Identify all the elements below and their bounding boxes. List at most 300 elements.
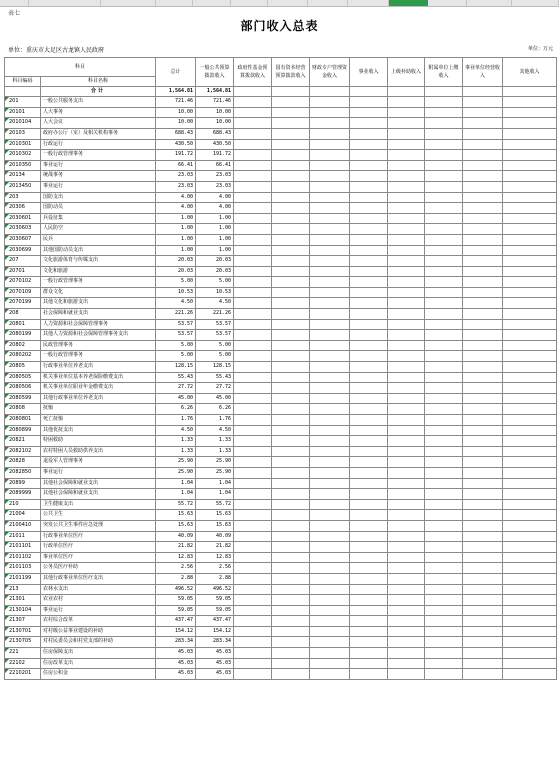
empty-cell bbox=[234, 499, 272, 510]
empty-cell bbox=[234, 626, 272, 637]
empty-cell bbox=[463, 446, 503, 457]
empty-cell bbox=[425, 234, 463, 245]
selected-column-indicator[interactable] bbox=[389, 0, 428, 6]
empty-cell bbox=[388, 436, 425, 447]
row-general-budget: 66.41 bbox=[196, 160, 234, 171]
empty-cell bbox=[425, 489, 463, 500]
empty-cell bbox=[234, 648, 272, 659]
subject-group-header: 科目 bbox=[5, 58, 156, 77]
empty-cell bbox=[463, 372, 503, 383]
row-general-budget: 1.33 bbox=[196, 436, 234, 447]
empty-cell bbox=[272, 531, 310, 542]
empty-cell bbox=[425, 203, 463, 214]
empty-cell bbox=[350, 330, 388, 341]
row-code: 2080199 bbox=[5, 330, 41, 341]
row-code: 2010301 bbox=[5, 139, 41, 150]
row-total: 15.63 bbox=[156, 520, 196, 531]
empty-cell bbox=[425, 287, 463, 298]
empty-cell bbox=[272, 669, 310, 680]
empty-cell bbox=[272, 415, 310, 426]
empty-cell bbox=[350, 637, 388, 648]
empty-cell bbox=[425, 415, 463, 426]
row-general-budget: 15.63 bbox=[196, 510, 234, 521]
row-general-budget: 721.46 bbox=[196, 97, 234, 108]
empty-cell bbox=[463, 637, 503, 648]
row-name: 国防动员 bbox=[41, 203, 156, 214]
table-row bbox=[5, 415, 557, 426]
row-name: 事业运行 bbox=[41, 181, 156, 192]
empty-cell bbox=[350, 489, 388, 500]
empty-cell bbox=[350, 383, 388, 394]
empty-cell bbox=[310, 520, 350, 531]
row-total: 15.63 bbox=[156, 510, 196, 521]
fiscal-account-header: 财政专户管理资金收入 bbox=[310, 58, 350, 87]
empty-cell bbox=[425, 626, 463, 637]
empty-cell bbox=[388, 160, 425, 171]
empty-cell bbox=[503, 531, 557, 542]
empty-cell bbox=[503, 584, 557, 595]
empty-cell bbox=[388, 118, 425, 129]
empty-cell bbox=[234, 520, 272, 531]
empty-cell bbox=[234, 467, 272, 478]
row-code: 2030601 bbox=[5, 213, 41, 224]
row-name: 住房改革支出 bbox=[41, 658, 156, 669]
row-general-budget: 1.04 bbox=[196, 489, 234, 500]
state-capital-header: 国有资本经营预算拨款收入 bbox=[272, 58, 310, 87]
empty-cell bbox=[272, 372, 310, 383]
empty-cell bbox=[350, 319, 388, 330]
empty-cell bbox=[350, 150, 388, 161]
empty-cell bbox=[425, 150, 463, 161]
empty-cell bbox=[310, 563, 350, 574]
row-name: 农村特困人员救助供养支出 bbox=[41, 446, 156, 457]
row-total: 688.43 bbox=[156, 128, 196, 139]
empty-cell bbox=[388, 605, 425, 616]
row-name: 群众文化 bbox=[41, 287, 156, 298]
table-row bbox=[5, 626, 557, 637]
empty-cell bbox=[234, 605, 272, 616]
empty-cell bbox=[272, 277, 310, 288]
empty-cell bbox=[463, 266, 503, 277]
row-name: 政府办公厅（室）及相关机构事务 bbox=[41, 128, 156, 139]
row-general-budget: 55.43 bbox=[196, 372, 234, 383]
empty-cell bbox=[272, 605, 310, 616]
empty-cell bbox=[503, 181, 557, 192]
row-name: 其他社会保障和就业支出 bbox=[41, 478, 156, 489]
empty-cell bbox=[463, 552, 503, 563]
empty-cell bbox=[425, 362, 463, 373]
empty-cell bbox=[503, 415, 557, 426]
empty-cell bbox=[350, 224, 388, 235]
empty-cell bbox=[425, 319, 463, 330]
empty-cell bbox=[272, 266, 310, 277]
empty-cell bbox=[310, 478, 350, 489]
empty-cell bbox=[425, 499, 463, 510]
empty-cell bbox=[463, 362, 503, 373]
row-general-budget: 1.04 bbox=[196, 478, 234, 489]
empty-cell bbox=[388, 128, 425, 139]
empty-cell bbox=[350, 192, 388, 203]
empty-cell bbox=[388, 245, 425, 256]
empty-cell bbox=[272, 658, 310, 669]
row-general-budget: 496.52 bbox=[196, 584, 234, 595]
row-name: 农林水支出 bbox=[41, 584, 156, 595]
empty-cell bbox=[388, 510, 425, 521]
empty-cell bbox=[503, 457, 557, 468]
empty-cell bbox=[272, 648, 310, 659]
empty-cell bbox=[234, 234, 272, 245]
row-total: 25.90 bbox=[156, 467, 196, 478]
empty-cell bbox=[503, 425, 557, 436]
empty-cell bbox=[350, 404, 388, 415]
empty-cell bbox=[272, 626, 310, 637]
table-row bbox=[5, 542, 557, 553]
empty-cell bbox=[425, 224, 463, 235]
empty-cell bbox=[272, 436, 310, 447]
empty-cell bbox=[350, 584, 388, 595]
empty-cell bbox=[425, 245, 463, 256]
empty-cell bbox=[234, 669, 272, 680]
empty-cell bbox=[272, 478, 310, 489]
empty-cell bbox=[272, 139, 310, 150]
table-row bbox=[5, 648, 557, 659]
row-code: 2030699 bbox=[5, 245, 41, 256]
row-code: 2100410 bbox=[5, 520, 41, 531]
empty-cell bbox=[388, 97, 425, 108]
empty-cell bbox=[425, 128, 463, 139]
row-code: 2089999 bbox=[5, 489, 41, 500]
empty-cell bbox=[310, 128, 350, 139]
row-general-budget: 4.00 bbox=[196, 203, 234, 214]
table-row bbox=[5, 150, 557, 161]
row-name: 行政事业单位养老支出 bbox=[41, 362, 156, 373]
empty-cell bbox=[350, 277, 388, 288]
empty-cell bbox=[463, 171, 503, 182]
empty-cell bbox=[234, 213, 272, 224]
row-name: 卫生健康支出 bbox=[41, 499, 156, 510]
empty-cell bbox=[388, 351, 425, 362]
empty-cell bbox=[503, 510, 557, 521]
empty-cell bbox=[503, 648, 557, 659]
empty-cell bbox=[310, 510, 350, 521]
table-row bbox=[5, 192, 557, 203]
empty-cell bbox=[234, 383, 272, 394]
row-total: 10.00 bbox=[156, 118, 196, 129]
empty-cell bbox=[350, 203, 388, 214]
row-name: 人大事务 bbox=[41, 107, 156, 118]
empty-cell bbox=[463, 383, 503, 394]
row-general-budget: 283.34 bbox=[196, 637, 234, 648]
empty-cell bbox=[388, 383, 425, 394]
empty-cell bbox=[388, 669, 425, 680]
table-row bbox=[5, 309, 557, 320]
empty-cell bbox=[350, 393, 388, 404]
empty-cell bbox=[388, 415, 425, 426]
row-name: 民兵 bbox=[41, 234, 156, 245]
row-code: 20101 bbox=[5, 107, 41, 118]
row-name: 统战事务 bbox=[41, 171, 156, 182]
empty-cell bbox=[310, 446, 350, 457]
row-total: 12.83 bbox=[156, 552, 196, 563]
empty-cell bbox=[350, 573, 388, 584]
empty-cell bbox=[503, 340, 557, 351]
empty-cell bbox=[272, 128, 310, 139]
row-total: 23.03 bbox=[156, 181, 196, 192]
row-general-budget: 1.00 bbox=[196, 245, 234, 256]
general-budget-header: 一般公共预算拨款收入 bbox=[196, 58, 234, 87]
row-total: 45.03 bbox=[156, 658, 196, 669]
empty-cell bbox=[503, 319, 557, 330]
empty-cell bbox=[272, 118, 310, 129]
row-name: 农业农村 bbox=[41, 595, 156, 606]
empty-cell bbox=[388, 277, 425, 288]
table-row bbox=[5, 139, 557, 150]
empty-cell bbox=[425, 616, 463, 627]
row-code: 2101102 bbox=[5, 552, 41, 563]
empty-cell bbox=[350, 425, 388, 436]
table-row bbox=[5, 669, 557, 680]
empty-cell bbox=[388, 658, 425, 669]
row-code: 2210201 bbox=[5, 669, 41, 680]
empty-cell bbox=[350, 658, 388, 669]
table-row bbox=[5, 658, 557, 669]
row-general-budget: 53.57 bbox=[196, 319, 234, 330]
empty-cell bbox=[234, 478, 272, 489]
empty-cell bbox=[310, 362, 350, 373]
empty-cell bbox=[463, 573, 503, 584]
empty-cell bbox=[350, 266, 388, 277]
row-name: 其他行政事业单位养老支出 bbox=[41, 393, 156, 404]
empty-cell bbox=[234, 150, 272, 161]
other-income-header: 其他收入 bbox=[503, 58, 557, 87]
empty-cell bbox=[388, 595, 425, 606]
row-code: 221 bbox=[5, 648, 41, 659]
empty-cell bbox=[310, 266, 350, 277]
empty-cell bbox=[503, 383, 557, 394]
empty-cell bbox=[272, 171, 310, 182]
empty-cell bbox=[388, 287, 425, 298]
empty-cell bbox=[503, 351, 557, 362]
row-code: 2080599 bbox=[5, 393, 41, 404]
empty-cell bbox=[234, 128, 272, 139]
empty-cell bbox=[310, 192, 350, 203]
empty-cell bbox=[388, 478, 425, 489]
empty-cell bbox=[503, 542, 557, 553]
row-code: 2130701 bbox=[5, 626, 41, 637]
empty-cell bbox=[463, 542, 503, 553]
empty-cell bbox=[388, 425, 425, 436]
empty-cell bbox=[425, 436, 463, 447]
row-name: 抚恤 bbox=[41, 404, 156, 415]
empty-cell bbox=[310, 605, 350, 616]
empty-cell bbox=[350, 552, 388, 563]
row-code: 20802 bbox=[5, 340, 41, 351]
empty-cell bbox=[350, 605, 388, 616]
row-code: 20103 bbox=[5, 128, 41, 139]
empty-cell bbox=[463, 150, 503, 161]
empty-cell bbox=[350, 128, 388, 139]
empty-cell bbox=[463, 616, 503, 627]
column-header-bar bbox=[0, 0, 559, 7]
empty-cell bbox=[425, 425, 463, 436]
empty-cell bbox=[388, 573, 425, 584]
empty-cell bbox=[310, 287, 350, 298]
empty-cell bbox=[463, 595, 503, 606]
empty-cell bbox=[234, 245, 272, 256]
row-general-budget: 10.53 bbox=[196, 287, 234, 298]
table-row bbox=[5, 584, 557, 595]
empty-cell bbox=[272, 213, 310, 224]
row-code: 2010104 bbox=[5, 118, 41, 129]
empty-cell bbox=[350, 256, 388, 267]
table-row bbox=[5, 266, 557, 277]
row-total: 5.00 bbox=[156, 351, 196, 362]
row-name: 退役军人管理事务 bbox=[41, 457, 156, 468]
empty-cell bbox=[463, 605, 503, 616]
empty-cell bbox=[388, 542, 425, 553]
row-code: 20805 bbox=[5, 362, 41, 373]
row-code: 2070199 bbox=[5, 298, 41, 309]
row-general-budget: 688.43 bbox=[196, 128, 234, 139]
row-general-budget: 15.63 bbox=[196, 520, 234, 531]
empty-cell bbox=[234, 287, 272, 298]
empty-cell bbox=[425, 277, 463, 288]
empty-cell bbox=[234, 425, 272, 436]
row-total: 283.34 bbox=[156, 637, 196, 648]
row-general-budget: 154.12 bbox=[196, 626, 234, 637]
empty-cell bbox=[388, 489, 425, 500]
empty-cell bbox=[310, 213, 350, 224]
row-total: 4.50 bbox=[156, 298, 196, 309]
row-general-budget: 59.05 bbox=[196, 595, 234, 606]
empty-cell bbox=[310, 298, 350, 309]
empty-cell bbox=[350, 616, 388, 627]
empty-cell bbox=[425, 457, 463, 468]
empty-cell bbox=[388, 648, 425, 659]
table-row bbox=[5, 446, 557, 457]
row-general-budget: 430.50 bbox=[196, 139, 234, 150]
empty-cell bbox=[310, 351, 350, 362]
empty-cell bbox=[503, 107, 557, 118]
empty-cell bbox=[463, 128, 503, 139]
empty-cell bbox=[388, 298, 425, 309]
empty-cell bbox=[234, 637, 272, 648]
empty-cell bbox=[272, 319, 310, 330]
empty-cell bbox=[503, 595, 557, 606]
table-row bbox=[5, 97, 557, 108]
empty-cell bbox=[310, 203, 350, 214]
operating-income-header: 事业单位经营收入 bbox=[463, 58, 503, 87]
empty-cell bbox=[425, 298, 463, 309]
row-name: 机关事业单位职业年金缴费支出 bbox=[41, 383, 156, 394]
row-general-budget: 20.03 bbox=[196, 266, 234, 277]
row-total: 4.00 bbox=[156, 192, 196, 203]
row-name: 其他文化和旅游支出 bbox=[41, 298, 156, 309]
name-header: 科目名称 bbox=[41, 77, 156, 87]
empty-cell bbox=[350, 542, 388, 553]
row-name: 兵役征集 bbox=[41, 213, 156, 224]
empty-cell bbox=[388, 213, 425, 224]
empty-cell bbox=[425, 520, 463, 531]
row-name: 行政单位医疗 bbox=[41, 542, 156, 553]
empty-cell bbox=[503, 139, 557, 150]
empty-cell bbox=[463, 118, 503, 129]
empty-cell bbox=[272, 160, 310, 171]
row-name: 住房保障支出 bbox=[41, 648, 156, 659]
table-row bbox=[5, 510, 557, 521]
empty-cell bbox=[234, 171, 272, 182]
empty-cell bbox=[350, 669, 388, 680]
total-general-budget: 1,564.81 bbox=[196, 86, 234, 97]
row-general-budget: 59.05 bbox=[196, 605, 234, 616]
table-row bbox=[5, 457, 557, 468]
empty-cell bbox=[388, 203, 425, 214]
empty-cell bbox=[310, 160, 350, 171]
currency-unit: 单位：万元 bbox=[527, 46, 553, 52]
empty-cell bbox=[388, 319, 425, 330]
table-row bbox=[5, 128, 557, 139]
row-code: 2010350 bbox=[5, 160, 41, 171]
row-general-budget: 5.00 bbox=[196, 340, 234, 351]
empty-cell bbox=[234, 340, 272, 351]
empty-cell bbox=[503, 393, 557, 404]
row-code: 20134 bbox=[5, 171, 41, 182]
empty-cell bbox=[234, 118, 272, 129]
empty-cell bbox=[388, 531, 425, 542]
empty-cell bbox=[388, 309, 425, 320]
total-row bbox=[5, 86, 557, 97]
empty-cell bbox=[425, 213, 463, 224]
row-general-budget: 4.50 bbox=[196, 298, 234, 309]
table-row bbox=[5, 287, 557, 298]
row-total: 1.04 bbox=[156, 478, 196, 489]
empty-cell bbox=[234, 330, 272, 341]
row-total: 437.47 bbox=[156, 616, 196, 627]
empty-cell bbox=[234, 298, 272, 309]
table-row bbox=[5, 277, 557, 288]
empty-cell bbox=[310, 97, 350, 108]
table-row bbox=[5, 531, 557, 542]
empty-cell bbox=[463, 648, 503, 659]
empty-cell bbox=[272, 181, 310, 192]
empty-cell bbox=[350, 478, 388, 489]
row-general-budget: 45.03 bbox=[196, 669, 234, 680]
empty-cell bbox=[310, 457, 350, 468]
table-row bbox=[5, 107, 557, 118]
row-total: 53.57 bbox=[156, 330, 196, 341]
row-name: 其他社会保障和就业支出 bbox=[41, 489, 156, 500]
row-general-budget: 2.56 bbox=[196, 563, 234, 574]
empty-cell bbox=[463, 256, 503, 267]
row-general-budget: 25.90 bbox=[196, 467, 234, 478]
table-row bbox=[5, 499, 557, 510]
empty-cell bbox=[388, 372, 425, 383]
empty-cell bbox=[272, 351, 310, 362]
empty-cell bbox=[234, 616, 272, 627]
empty-cell bbox=[503, 213, 557, 224]
row-total: 40.09 bbox=[156, 531, 196, 542]
empty-cell bbox=[350, 118, 388, 129]
row-name: 国防支出 bbox=[41, 192, 156, 203]
empty-cell bbox=[234, 552, 272, 563]
table-row bbox=[5, 436, 557, 447]
row-name: 文化旅游体育与传媒支出 bbox=[41, 256, 156, 267]
empty-cell bbox=[388, 616, 425, 627]
row-code: 203 bbox=[5, 192, 41, 203]
empty-cell bbox=[310, 425, 350, 436]
empty-cell bbox=[463, 224, 503, 235]
empty-cell bbox=[425, 658, 463, 669]
